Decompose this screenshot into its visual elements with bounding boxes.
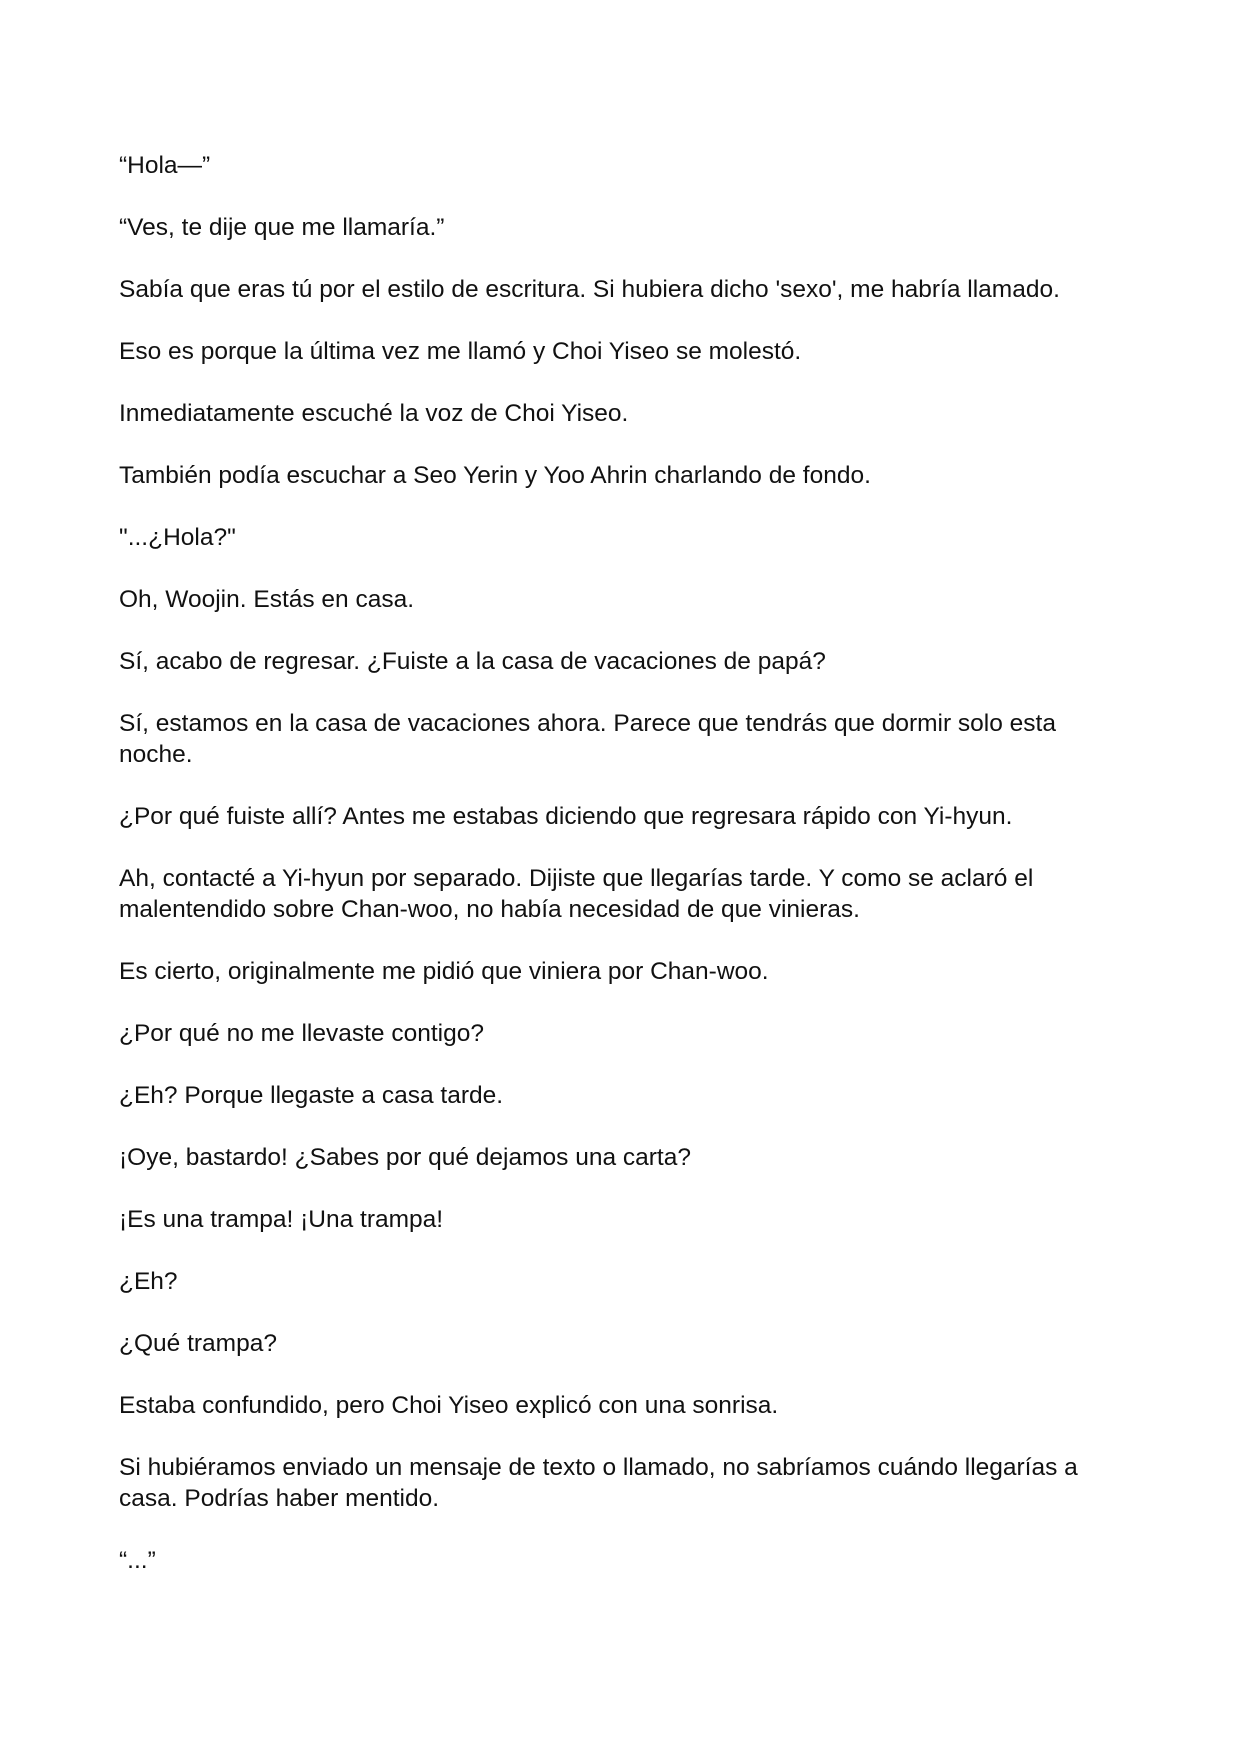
paragraph: ¡Oye, bastardo! ¿Sabes por qué dejamos una carta? — [119, 1144, 691, 1171]
paragraph: Es cierto, originalmente me pidió que viniera por Chan-woo. — [119, 958, 769, 985]
paragraph: "...¿Hola?" — [119, 524, 236, 551]
paragraph: Sí, acabo de regresar. ¿Fuiste a la casa de vacaciones de papá? — [119, 648, 826, 675]
paragraph: “...” — [119, 1547, 156, 1574]
paragraph: “Ves, te dije que me llamaría.” — [119, 214, 445, 241]
paragraph: Inmediatamente escuché la voz de Choi Yiseo. — [119, 400, 629, 427]
paragraph: ¿Eh? — [119, 1268, 178, 1295]
paragraph: ¿Qué trampa? — [119, 1330, 277, 1357]
paragraph: “Hola—” — [119, 152, 211, 179]
paragraph: ¿Eh? Porque llegaste a casa tarde. — [119, 1082, 504, 1109]
paragraph: Oh, Woojin. Estás en casa. — [119, 586, 415, 613]
paragraph: Sí, estamos en la casa de vacaciones ahora. Parece que tendrás que dormir solo esta noche. — [119, 710, 1056, 768]
paragraph: Estaba confundido, pero Choi Yiseo explicó con una sonrisa. — [119, 1392, 779, 1419]
paragraph: También podía escuchar a Seo Yerin y Yoo Ahrin charlando de fondo. — [119, 462, 871, 489]
paragraph: ¡Es una trampa! ¡Una trampa! — [119, 1206, 444, 1233]
paragraph: ¿Por qué fuiste allí? Antes me estabas diciendo que regresara rápido con Yi-hyun. — [119, 803, 1013, 830]
paragraph: Si hubiéramos enviado un mensaje de texto o llamado, no sabríamos cuándo llegarías a casa. Podrías haber mentido. — [119, 1454, 1078, 1512]
paragraph: Eso es porque la última vez me llamó y Choi Yiseo se molestó. — [119, 338, 802, 365]
document-body — [119, 150, 1129, 1607]
paragraph: ¿Por qué no me llevaste contigo? — [119, 1020, 484, 1047]
paragraph: Sabía que eras tú por el estilo de escritura. Si hubiera dicho 'sexo', me habría llamado. — [119, 276, 1060, 303]
paragraph: Ah, contacté a Yi-hyun por separado. Dijiste que llegarías tarde. Y como se aclaró el malentendido sobre Chan-woo, no había necesidad de que vinieras. — [119, 865, 1034, 923]
